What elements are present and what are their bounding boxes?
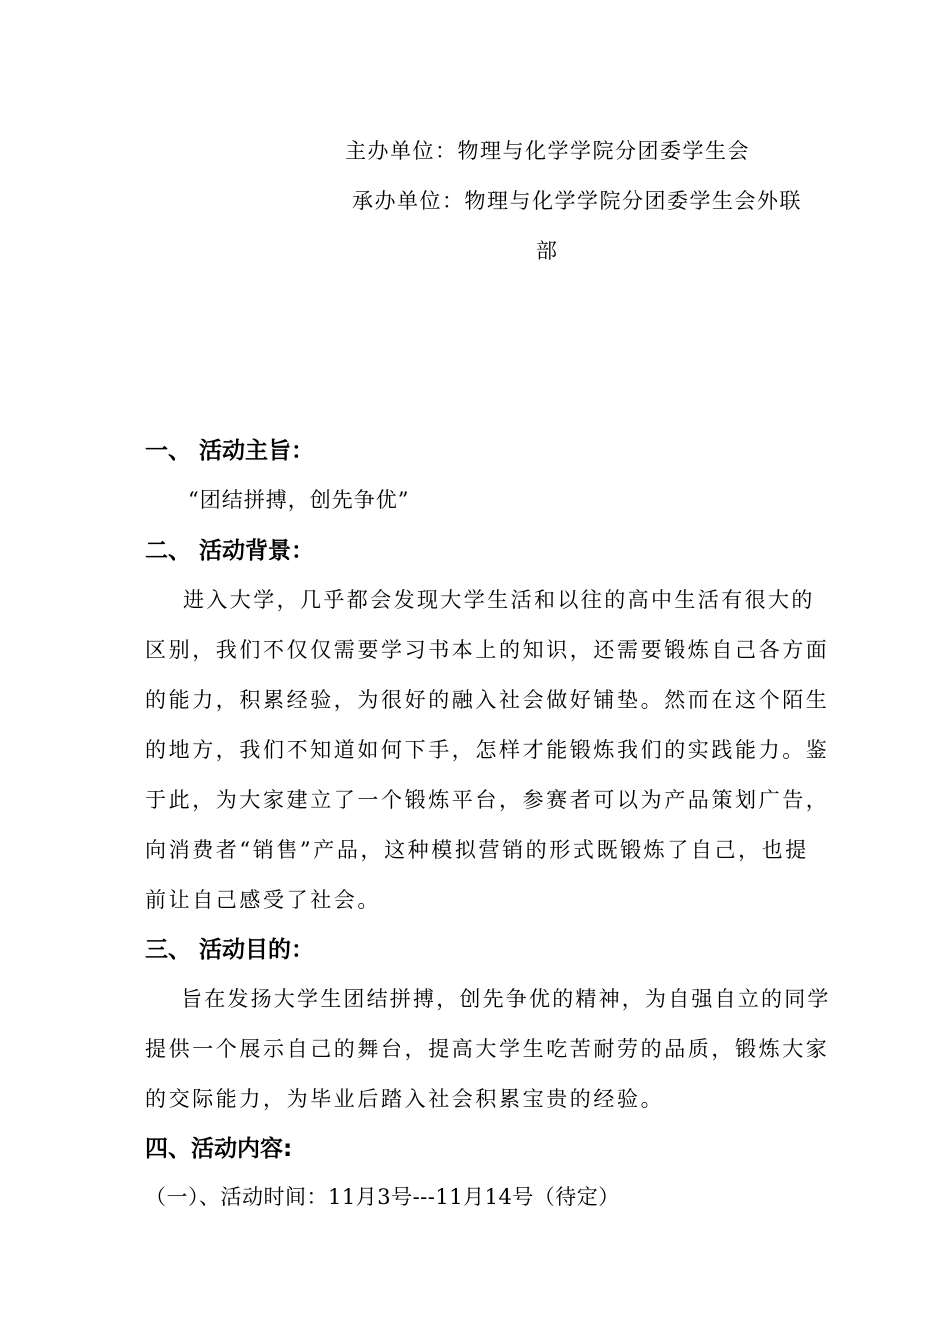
paragraph-line: 的地方，我们不知道如何下手，怎样才能锻炼我们的实践能力。鉴 (145, 738, 830, 762)
paragraph-line: 旨在发扬大学生团结拼搏，创先争优的精神，为自强自立的同学 (181, 987, 831, 1011)
paragraph-line: 向消费者“销售”产品，这种模拟营销的形式既锻炼了自己，也提 (145, 838, 809, 862)
section-heading-objective: 三、 活动目的： (145, 937, 315, 963)
paragraph-line: 区别，我们不仅仅需要学习书本上的知识，还需要锻炼自己各方面 (145, 638, 830, 662)
paragraph-line: 于此，为大家建立了一个锻炼平台，参赛者可以为产品策划广告， (145, 788, 830, 812)
paragraph-line: 的交际能力，为毕业后踏入社会积累宝贵的经验。 (145, 1087, 665, 1111)
section-objective-paragraph (145, 974, 831, 1124)
activity-time-line: （一）、活动时间：11月3号---11月14号（待定） (145, 1185, 620, 1209)
paragraph-line: 进入大学，几乎都会发现大学生活和以往的高中生活有很大的 (183, 588, 815, 612)
organizer-line: 主办单位：物理与化学学院分团委学生会 (345, 139, 750, 163)
host-unit-line-continued: 部 (536, 239, 559, 263)
paragraph-line: 的能力，积累经验，为很好的融入社会做好铺垫。然而在这个陌生 (145, 688, 830, 712)
section-purpose-text: “团结拼搏，创先争优” (188, 488, 410, 512)
section-heading-content: 四、活动内容: (145, 1136, 293, 1162)
host-unit-line: 承办单位：物理与化学学院分团委学生会外联 (352, 189, 802, 213)
section-heading-background: 二、 活动背景： (145, 538, 315, 564)
section-background-paragraph (145, 575, 830, 925)
section-heading-purpose: 一、 活动主旨： (145, 438, 315, 464)
paragraph-line: 提供一个展示自己的舞台，提高大学生吃苦耐劳的品质，锻炼大家 (145, 1037, 830, 1061)
paragraph-line: 前让自己感受了社会。 (145, 888, 381, 912)
